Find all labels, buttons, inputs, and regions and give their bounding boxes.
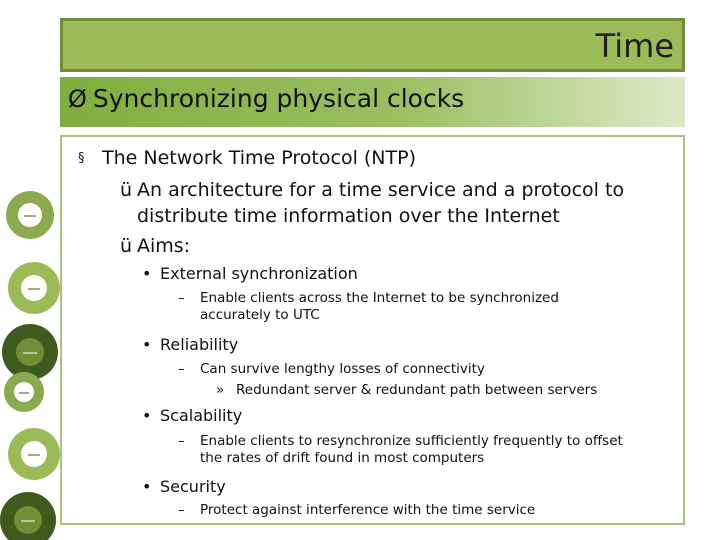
- aim-label: Reliability: [160, 335, 239, 354]
- check-line-2: distribute time information over the Internet: [137, 205, 560, 227]
- subtitle-bar: [60, 77, 685, 127]
- aim-detail-line-1: Enable clients to resynchronize sufficiently frequently to offset: [200, 433, 623, 449]
- aim-detail-line-1: Protect against interference with the time service: [200, 502, 536, 518]
- arrow-bullet-icon: Ø: [68, 84, 87, 113]
- aim-detail: [178, 433, 668, 467]
- aim-subdetail: [216, 382, 597, 398]
- aim-label: Scalability: [160, 406, 243, 425]
- content-box: [60, 135, 685, 525]
- aim-detail-line-1: Can survive lengthy losses of connectivity: [200, 361, 485, 377]
- slide-subtitle: Synchronizing physical clocks: [92, 84, 465, 113]
- check-line-1: An architecture for a time service and a protocol to: [137, 179, 625, 201]
- dot-bullet-icon: •: [142, 406, 152, 425]
- aim-detail-line-2: the rates of drift found in most computers: [200, 450, 485, 466]
- dot-bullet-icon: •: [142, 264, 152, 283]
- square-bullet-icon: §: [78, 151, 85, 166]
- aim-detail: [178, 502, 668, 519]
- title-bar: [60, 18, 685, 72]
- check-architecture: [120, 177, 624, 229]
- bullet-ntp: [78, 147, 416, 169]
- gear-icon: [8, 428, 60, 480]
- chevron-bullet-icon: »: [216, 382, 225, 398]
- aim-detail-line-2: accurately to UTC: [200, 307, 320, 323]
- gear-icon: [2, 324, 58, 380]
- aim-label: External synchronization: [160, 264, 358, 283]
- dash-bullet-icon: –: [178, 433, 185, 449]
- aim-detail: [178, 361, 668, 378]
- gear-icon: [0, 492, 56, 540]
- dash-bullet-icon: –: [178, 290, 185, 306]
- check-icon: ü: [120, 235, 133, 257]
- aim-detail-line-1: Enable clients across the Internet to be synchronized: [200, 290, 559, 306]
- aim-item: [142, 406, 242, 425]
- check-icon: ü: [120, 179, 133, 201]
- dot-bullet-icon: •: [142, 477, 152, 496]
- aim-subdetail-text: Redundant server & redundant path between servers: [236, 382, 598, 398]
- aim-item: [142, 335, 238, 354]
- dot-bullet-icon: •: [142, 335, 152, 354]
- gear-icon: [8, 262, 60, 314]
- dash-bullet-icon: –: [178, 502, 185, 518]
- slide-title: Time: [595, 27, 674, 65]
- gear-decoration: [0, 170, 60, 540]
- gear-icon: [4, 372, 44, 412]
- check-text: Aims:: [137, 235, 191, 257]
- aim-label: Security: [160, 477, 226, 496]
- bullet-text: The Network Time Protocol (NTP): [102, 147, 416, 169]
- gear-icon: [6, 191, 54, 239]
- subtitle-row: [68, 84, 464, 113]
- aim-item: [142, 477, 226, 496]
- aim-detail: [178, 290, 668, 324]
- dash-bullet-icon: –: [178, 361, 185, 377]
- check-aims: [120, 233, 190, 259]
- aim-item: [142, 264, 358, 283]
